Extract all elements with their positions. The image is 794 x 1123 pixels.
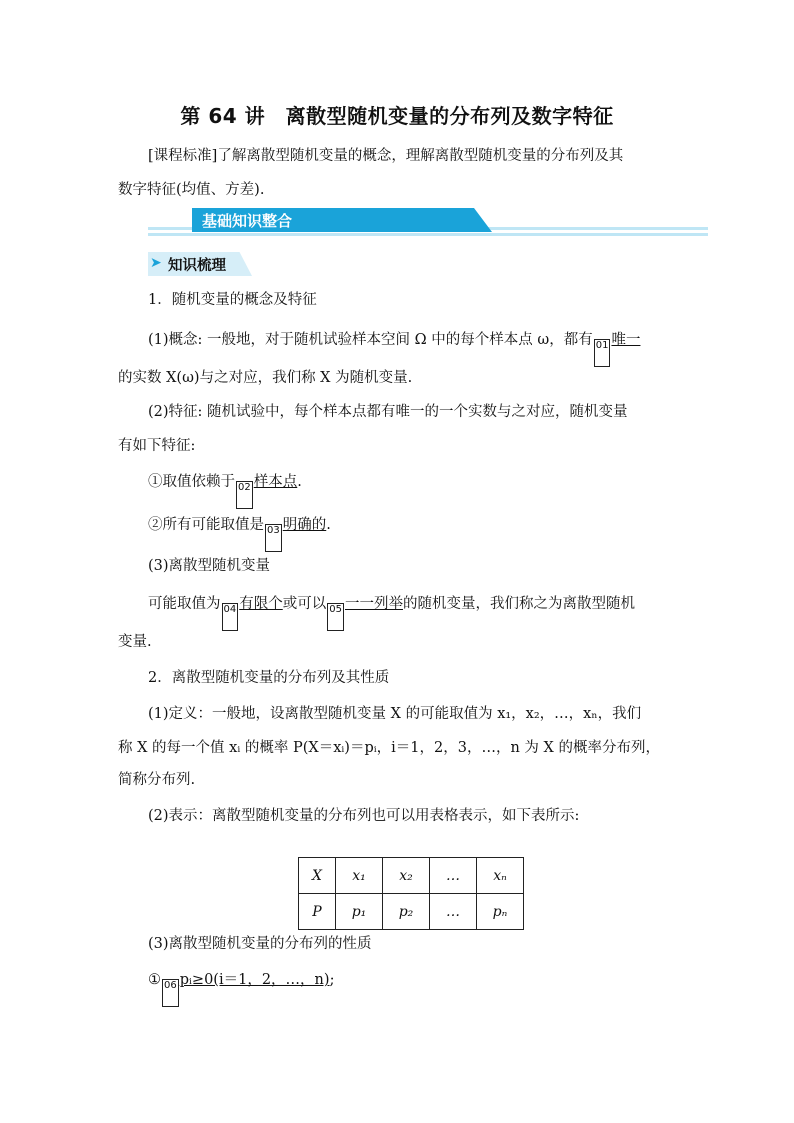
table-cell: x₂ — [383, 858, 430, 894]
page-title: 第 64 讲 离散型随机变量的分布列及数字特征 — [180, 104, 614, 128]
answer-03: 明确的 — [282, 517, 327, 533]
feature-1: ①取值依赖于 02 样本点. — [148, 472, 678, 509]
feature-2: ②所有可能取值是 03 明确的. — [148, 515, 678, 552]
table-cell: p₂ — [383, 894, 430, 930]
table-cell: X — [299, 858, 336, 894]
section-2-title: 2．离散型随机变量的分布列及其性质 — [148, 670, 390, 686]
s1-concept-line-1: (1)概念: 一般地，对于随机试验样本空间 Ω 中的每个样本点 ω，都有 01 唯一 — [148, 330, 678, 367]
table-cell: x₁ — [336, 858, 383, 894]
section-1-title: 1．随机变量的概念及特征 — [148, 292, 317, 308]
blank-box-04: 04 — [222, 603, 239, 631]
s1-feature-line-2: 有如下特征: — [118, 438, 196, 454]
subheading-label: 知识梳理 — [168, 258, 226, 274]
answer-04: 有限个 — [239, 596, 283, 612]
banner-label: 基础知识整合 — [202, 212, 293, 230]
answer-02: 样本点 — [253, 474, 298, 490]
blank-box-05: 05 — [327, 603, 344, 631]
s1-feature-line-1: (2)特征: 随机试验中，每个样本点都有唯一的一个实数与之对应，随机变量 — [148, 404, 628, 420]
discrete-def-line-2: 变量. — [118, 634, 152, 650]
blank-box-06: 06 — [162, 979, 179, 1007]
blank-box-03: 03 — [265, 524, 282, 552]
standard-line-1: [课程标准]了解离散型随机变量的概念，理解离散型随机变量的分布列及其 — [148, 148, 624, 164]
s2-representation: (2)表示：离散型随机变量的分布列也可以用表格表示，如下表所示: — [148, 808, 580, 824]
table-cell: pₙ — [477, 894, 524, 930]
distribution-table — [298, 857, 524, 930]
table-row — [299, 894, 524, 930]
s2-def-line-3: 简称分布列. — [118, 772, 196, 788]
discrete-def-line-1: 可能取值为 04 有限个或可以 05 一一列举的随机变量，我们称之为离散型随机 — [148, 594, 678, 631]
subheading — [148, 252, 258, 276]
s2-properties-title: (3)离散型随机变量的分布列的性质 — [148, 936, 372, 952]
table-row — [299, 858, 524, 894]
table-cell: … — [430, 894, 477, 930]
answer-06: pᵢ≥0(i＝1，2，…，n) — [179, 972, 330, 988]
blank-box-01: 01 — [594, 339, 611, 367]
answer-05: 一一列举 — [344, 596, 403, 612]
table-cell: xₙ — [477, 858, 524, 894]
s1-discrete-title: (3)离散型随机变量 — [148, 558, 271, 574]
section-banner — [148, 208, 708, 238]
property-1: ① 06 pᵢ≥0(i＝1，2，…，n); — [148, 970, 678, 1007]
standard-line-2: 数字特征(均值、方差). — [118, 182, 265, 198]
answer-01: 唯一 — [611, 332, 641, 348]
s2-def-line-2: 称 X 的每一个值 xᵢ 的概率 P(X＝xᵢ)＝pᵢ，i＝1，2，3，…，n 为 X 的概率分布列， — [118, 740, 660, 756]
s1-concept-line-2: 的实数 X(ω)与之对应，我们称 X 为随机变量. — [118, 370, 413, 386]
blank-box-02: 02 — [236, 481, 253, 509]
table-cell: P — [299, 894, 336, 930]
table-cell: p₁ — [336, 894, 383, 930]
s2-def-line-1: (1)定义：一般地，设离散型随机变量 X 的可能取值为 x₁，x₂，…，xₙ，我们 — [148, 706, 642, 722]
table-cell: … — [430, 858, 477, 894]
arrow-icon: ➤ — [150, 255, 162, 271]
